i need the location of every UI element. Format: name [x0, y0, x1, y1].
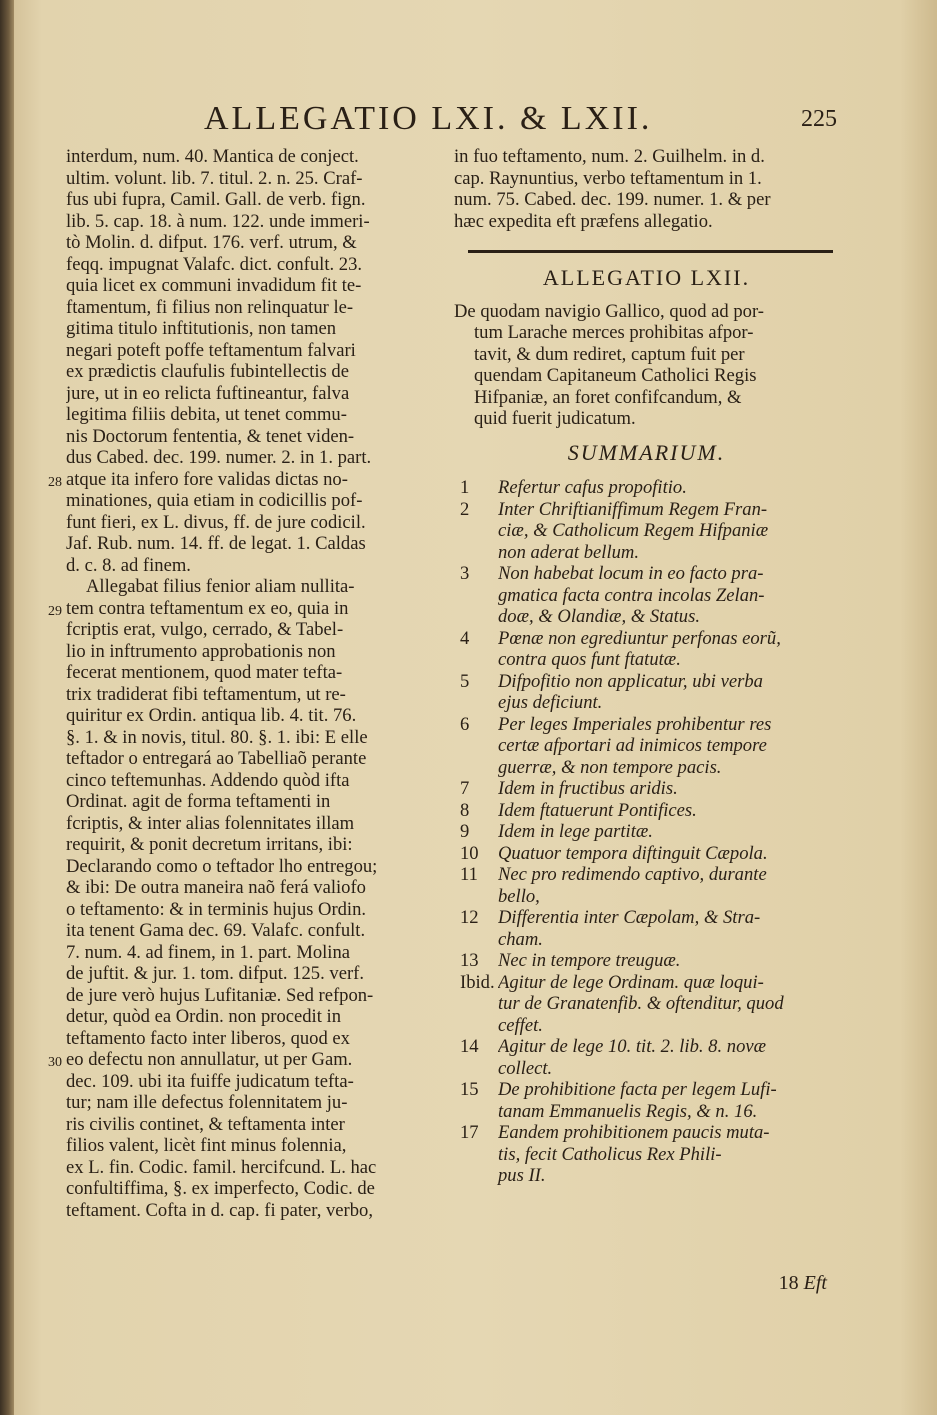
text-line: de juftit. & jur. 1. tom. difput. 125. verf.	[66, 963, 364, 984]
summary-item	[454, 950, 839, 972]
text-line: quia licet ex communi invadidum fit te-	[66, 275, 362, 296]
summary-item-number: 8	[460, 799, 470, 821]
summary-item	[454, 1079, 839, 1101]
summary-item	[454, 1036, 839, 1058]
summary-item-number: 13	[460, 950, 479, 971]
text-line: & ibi: De outra maneira naõ ferá valiofo	[66, 877, 366, 898]
text-line: detur, quòd ea Ordin. non procedit in	[66, 1006, 341, 1027]
summary-item-text: Agitur de lege Ordinam. quæ loqui-	[498, 971, 764, 993]
text-line: filios valent, licèt fint minus folennia,	[66, 1135, 347, 1156]
text-line: eo defectu non annullatur, ut per Gam.	[66, 1049, 353, 1070]
book-gutter	[0, 0, 14, 1415]
text-line: Allegabat filius fenior aliam nullita-	[86, 576, 355, 597]
text-line: teftament. Cofta in d. cap. fi pater, verbo,	[66, 1199, 373, 1221]
text-line: Declarando como o teftador lho entregou;	[66, 855, 378, 877]
margin-number: 29	[48, 603, 62, 619]
summary-item-number: 3	[460, 563, 470, 584]
text-line: gitima titulo inftitutionis, non tamen	[66, 318, 337, 339]
text-line: lio in inftrumento approbationis non	[66, 640, 336, 662]
summary-item	[454, 1122, 839, 1144]
text-line: cap. Raynuntius, verbo teftamentum in 1.	[454, 167, 762, 189]
summary-item	[454, 714, 839, 736]
text-line: interdum, num. 40. Mantica de conject.	[66, 146, 359, 167]
text-line: jure, ut in eo relicta fuftineantur, falva	[66, 382, 350, 404]
summary-item	[454, 843, 839, 865]
text-line: trix tradiderat fibi teftamentum, ut re-	[66, 683, 346, 705]
text-line: teftamento facto inter liberos, quod ex	[66, 1027, 350, 1049]
text-line: fcriptis erat, vulgo, cerrado, & Tabel-	[66, 619, 344, 640]
section-title: ALLEGATIO LXII.	[542, 265, 751, 290]
summary-item-number: 6	[460, 713, 470, 735]
text-line: De quodam navigio Gallico, quod ad por-	[454, 300, 764, 322]
book-page	[14, 0, 937, 1415]
summary-item-number: 17	[460, 1122, 479, 1143]
summary-item-text: Idem ftatuerunt Pontifices.	[498, 799, 697, 821]
summary-item-continuation: bello,	[498, 885, 540, 907]
text-line: quiritur ex Ordin. antiqua lib. 4. tit. 76.	[66, 705, 357, 726]
argument-text	[454, 301, 839, 430]
left-column	[66, 146, 442, 1221]
summary-item-continuation: ceffet.	[498, 1014, 543, 1036]
text-line: nis Doctorum fententia, & tenet viden-	[66, 425, 355, 447]
summary-item	[454, 477, 839, 499]
summary-item-text: Per leges Imperiales prohibentur res	[498, 713, 772, 735]
summary-item-continuation: collect.	[498, 1057, 553, 1079]
page-number: 225	[801, 106, 837, 132]
text-line: quid fuerit judicatum.	[474, 408, 636, 429]
summary-item-text: Non habebat locum in eo facto pra-	[498, 563, 764, 584]
summary-list	[454, 477, 839, 1187]
summary-item-continuation: tur de Granatenfib. & oftenditur, quod	[498, 993, 784, 1014]
summary-item	[454, 563, 839, 585]
summary-item-continuation: pus II.	[498, 1165, 546, 1186]
text-line: num. 75. Cabed. dec. 199. numer. 1. & per	[454, 189, 771, 210]
summary-item-number: 15	[460, 1079, 479, 1100]
catchword-number: 18	[778, 1272, 799, 1294]
summary-item-number: 10	[460, 842, 479, 864]
summary-item-number: 1	[460, 477, 470, 498]
text-line: ex L. fin. Codic. famil. hercifcund. L. hac	[66, 1156, 377, 1178]
text-line: dec. 109. ubi ita fuiffe judicatum tefta-	[66, 1070, 354, 1092]
text-line: ris civilis continet, & teftamenta inter	[66, 1113, 345, 1135]
text-line: lib. 5. cap. 18. à num. 122. unde immeri-	[66, 210, 370, 232]
text-line: Jaf. Rub. num. 14. ff. de legat. 1. Caldas	[66, 533, 366, 554]
text-line: §. 1. & in novis, titul. 80. §. 1. ibi: E elle	[66, 726, 368, 748]
text-line: tem contra teftamentum ex eo, quia in	[66, 597, 349, 619]
summary-item-number: 14	[460, 1036, 479, 1057]
summary-item-number: 4	[460, 627, 470, 649]
summary-item-text: Idem in lege partitæ.	[498, 821, 653, 842]
summary-item-continuation: tis, fecit Catholicus Rex Phili-	[498, 1143, 722, 1165]
text-line: ita tenent Gama dec. 69. Valafc. confult.	[66, 920, 366, 941]
summary-item-continuation: doæ, & Olandiæ, & Status.	[498, 606, 700, 627]
text-line: negari poteft poffe teftamentum falvari	[66, 339, 356, 361]
text-line: fus ubi fupra, Camil. Gall. de verb. fign.	[66, 189, 366, 210]
summary-item-continuation: guerræ, & non tempore pacis.	[498, 756, 722, 778]
text-line: Ordinat. agit de forma teftamenti in	[66, 791, 331, 812]
summary-item-text: Pœnæ non egrediuntur perfonas eorũ,	[498, 627, 781, 649]
summary-item-text: Agitur de lege 10. tit. 2. lib. 8. novæ	[498, 1036, 767, 1057]
text-line: cinco teftemunhas. Addendo quòd ifta	[66, 769, 350, 791]
summary-item-number: 12	[460, 907, 479, 928]
intro-text	[454, 146, 839, 232]
text-line: 7. num. 4. ad finem, in 1. part. Molina	[66, 941, 351, 963]
summary-item	[454, 778, 839, 800]
text-line: funt fieri, ex L. divus, ff. de jure codicil.	[66, 511, 366, 533]
summary-item-text: Nec pro redimendo captivo, durante	[498, 864, 767, 885]
summary-item-number: 11	[460, 864, 478, 885]
section-divider	[468, 250, 833, 253]
text-line: o teftamento: & in terminis hujus Ordin.	[66, 898, 367, 920]
text-line: ultim. volunt. lib. 7. titul. 2. n. 25. Craf-	[66, 167, 363, 189]
summary-item-number: 2	[460, 498, 470, 520]
text-line: in fuo teftamento, num. 2. Guilhelm. in d.	[454, 146, 765, 167]
summary-item	[454, 628, 839, 650]
text-line: legitima filiis debita, ut tenet commu-	[66, 404, 347, 425]
text-line: tur; nam ille defectus folennitatem ju-	[66, 1092, 348, 1113]
text-line: tò Molin. d. difput. 176. verf. utrum, &	[66, 232, 357, 253]
text-line: ex prædictis claufulis fubintellectis de	[66, 361, 349, 382]
summary-item	[454, 499, 839, 521]
summary-item-text: Quatuor tempora diftinguit Cæpola.	[498, 842, 768, 864]
summary-item-text: De prohibitione facta per legem Lufi-	[498, 1079, 777, 1100]
text-line: fecerat mentionem, quod mater tefta-	[66, 662, 343, 683]
summary-item	[454, 671, 839, 693]
summary-title: SUMMARIUM.	[567, 439, 726, 465]
right-column	[454, 146, 839, 1187]
text-line: requirit, & ponit decretum irritans, ibi:	[66, 834, 353, 855]
summary-item-number: 7	[460, 778, 470, 799]
summary-item	[454, 864, 839, 886]
running-header: ALLEGATIO LXI. & LXII.	[204, 100, 653, 137]
margin-number: 28	[48, 474, 62, 490]
text-line: de jure verò hujus Lufitaniæ. Sed refpon-	[66, 984, 374, 1006]
text-line: atque ita infero fore validas dictas no-	[66, 468, 348, 490]
catchword	[779, 1272, 827, 1295]
summary-item-text: Eandem prohibitionem paucis muta-	[498, 1122, 770, 1143]
summary-item-continuation: contra quos funt ftatutæ.	[498, 649, 681, 670]
summary-item-text: Differentia inter Cæpolam, & Stra-	[498, 907, 761, 928]
text-line: fcriptis, & inter alias folennitates illam	[66, 812, 355, 834]
text-line: minationes, quia etiam in codicillis pof-	[66, 490, 363, 511]
text-line: tavit, & dum rediret, captum fuit per	[474, 343, 745, 365]
summary-item-continuation: ciæ, & Catholicum Regem Hifpaniæ	[498, 520, 769, 541]
text-line: confultiffima, §. ex imperfecto, Codic. de	[66, 1178, 375, 1199]
text-line: hæc expedita eft præfens allegatio.	[454, 210, 713, 232]
summary-item	[454, 821, 839, 843]
summary-item-number: 5	[460, 670, 470, 692]
summary-item	[454, 800, 839, 822]
summary-item-text: Inter Chriftianiffimum Regem Fran-	[498, 498, 768, 520]
summary-item-text: Refertur cafus propofitio.	[498, 477, 687, 498]
summary-item-text: Idem in fructibus aridis.	[498, 778, 678, 799]
summary-item-continuation: cham.	[498, 928, 543, 950]
summary-item	[454, 972, 839, 994]
text-line: dus Cabed. dec. 199. numer. 2. in 1. part.	[66, 447, 372, 468]
margin-number: 30	[48, 1055, 62, 1070]
text-line: ftamentum, fi filius non relinquatur le-	[66, 296, 354, 318]
summary-item-text: Difpofitio non applicatur, ubi verba	[498, 670, 763, 692]
summary-item-continuation: non aderat bellum.	[498, 541, 639, 563]
summary-item-continuation: tanam Emmanuelis Regis, & n. 16.	[498, 1100, 758, 1122]
summary-item-continuation: ejus deficiunt.	[498, 692, 603, 713]
text-line: Hifpaniæ, an foret confifcandum, &	[474, 386, 742, 408]
summary-item-text: Nec in tempore treuguæ.	[498, 950, 681, 971]
text-line: tum Larache merces prohibitas afpor-	[474, 322, 754, 343]
summary-item	[454, 907, 839, 929]
summary-item-number: Ibid.	[460, 971, 495, 993]
text-line: quendam Capitaneum Catholici Regis	[474, 365, 757, 386]
text-line: feqq. impugnat Valafc. dict. confult. 23.	[66, 253, 363, 275]
text-line: d. c. 8. ad finem.	[66, 554, 191, 576]
summary-item-number: 9	[460, 821, 470, 842]
summary-item-continuation: gmatica facta contra incolas Zelan-	[498, 584, 765, 606]
summary-item-continuation: certæ afportari ad inimicos tempore	[498, 735, 767, 756]
catchword-word: Eft	[803, 1272, 827, 1294]
text-line: teftador o entregará ao Tabelliaõ perante	[66, 748, 367, 769]
